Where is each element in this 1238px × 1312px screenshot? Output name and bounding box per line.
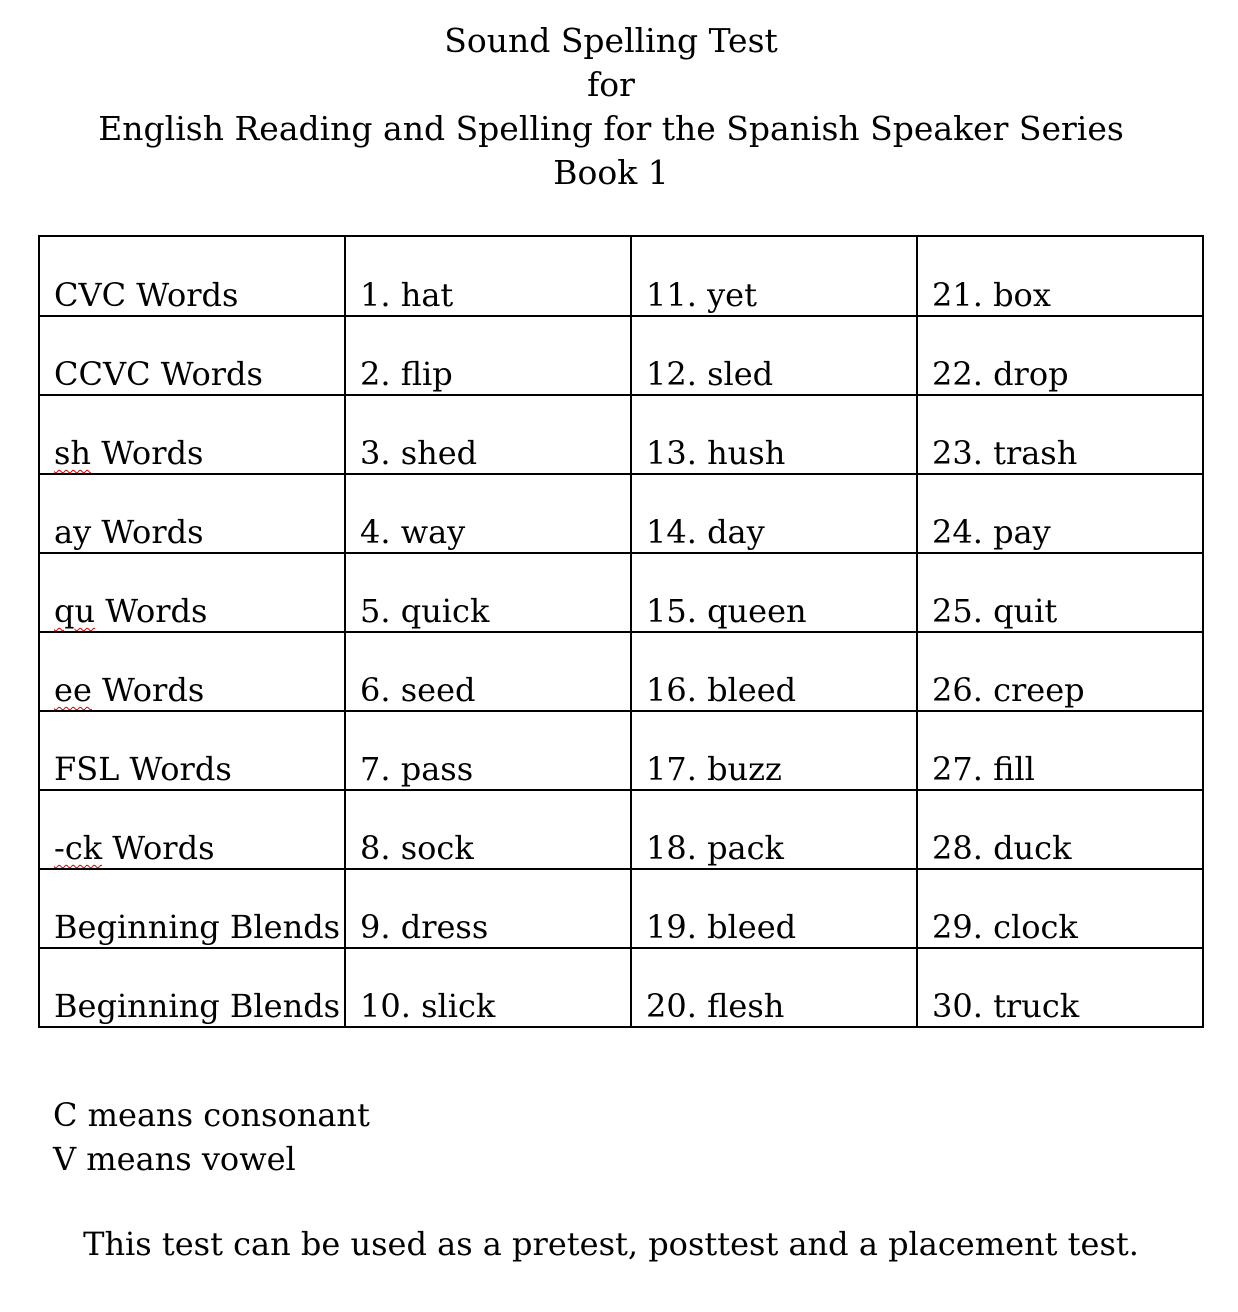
word-entry: 15. queen [646, 592, 807, 630]
category-label: CCVC Words [54, 355, 263, 393]
title-line-4: Book 1 [553, 153, 669, 192]
category-cell [39, 790, 345, 869]
word-entry: 18. pack [646, 829, 784, 867]
category-label: CVC Words [54, 276, 239, 314]
word-entry: 16. bleed [646, 671, 797, 709]
word-cell [917, 869, 1203, 948]
category-label: FSL Words [54, 750, 232, 788]
spellcheck-flagged-text: ee [54, 671, 92, 709]
word-entry: 27. fill [932, 750, 1035, 788]
category-label: Beginning Blends [54, 908, 341, 946]
word-entry: 12. sled [646, 355, 774, 393]
word-cell [345, 948, 631, 1027]
category-cell [39, 316, 345, 395]
table-row [39, 474, 1203, 553]
category-cell [39, 711, 345, 790]
word-cell [917, 632, 1203, 711]
word-cell [345, 711, 631, 790]
word-entry: 3. shed [360, 434, 478, 472]
word-cell [631, 553, 917, 632]
category-cell [39, 869, 345, 948]
word-cell [917, 790, 1203, 869]
word-cell [345, 553, 631, 632]
word-cell [917, 395, 1203, 474]
word-cell [345, 790, 631, 869]
title-line-3: English Reading and Spelling for the Spanish Speaker Series [98, 109, 1124, 148]
category-cell [39, 948, 345, 1027]
word-entry: 9. dress [360, 908, 489, 946]
word-entry: 19. bleed [646, 908, 797, 946]
word-entry: 24. pay [932, 513, 1051, 551]
word-cell [631, 790, 917, 869]
table-row [39, 790, 1203, 869]
word-cell [917, 236, 1203, 316]
word-entry: 29. clock [932, 908, 1078, 946]
word-entry: 17. buzz [646, 750, 782, 788]
word-cell [345, 236, 631, 316]
category-label [54, 672, 204, 710]
legend-consonant: C means consonant [53, 1096, 370, 1134]
word-entry: 25. quit [932, 592, 1058, 630]
word-cell [917, 948, 1203, 1027]
footer-note: This test can be used as a pretest, posttest and a placement test. [83, 1225, 1139, 1263]
word-cell [631, 711, 917, 790]
category-label: Beginning Blends [54, 987, 341, 1025]
word-cell [631, 948, 917, 1027]
word-entry: 13. hush [646, 434, 786, 472]
spellcheck-flagged-text: -ck [54, 829, 103, 867]
table-row [39, 316, 1203, 395]
word-entry: 5. quick [360, 592, 490, 630]
word-entry: 4. way [360, 513, 466, 551]
table-row [39, 869, 1203, 948]
legend-vowel: V means vowel [53, 1140, 296, 1178]
word-cell [917, 553, 1203, 632]
word-entry: 22. drop [932, 355, 1069, 393]
word-entry: 26. creep [932, 671, 1085, 709]
table-row [39, 948, 1203, 1027]
word-entry: 2. flip [360, 355, 453, 393]
spelling-word-table [38, 235, 1204, 1028]
word-entry: 20. flesh [646, 987, 785, 1025]
category-label [54, 830, 214, 868]
spellcheck-flagged-text: sh [54, 434, 92, 472]
word-entry: 28. duck [932, 829, 1072, 867]
category-cell [39, 474, 345, 553]
word-cell [631, 474, 917, 553]
title-line-2: for [587, 65, 635, 104]
word-cell [345, 632, 631, 711]
word-entry: 1. hat [360, 276, 454, 314]
word-cell [345, 316, 631, 395]
word-entry: 11. yet [646, 276, 757, 314]
table-row [39, 632, 1203, 711]
word-cell [917, 711, 1203, 790]
table-row [39, 236, 1203, 316]
title-line-1: Sound Spelling Test [444, 21, 778, 60]
table-row [39, 711, 1203, 790]
word-entry: 7. pass [360, 750, 474, 788]
spellcheck-flagged-text: qu [54, 592, 96, 630]
category-label: ay Words [54, 513, 204, 551]
category-label [54, 435, 203, 473]
category-label-rest: Words [91, 434, 204, 472]
word-entry: 30. truck [932, 987, 1080, 1025]
category-label [54, 593, 207, 631]
category-label-rest: Words [91, 671, 205, 709]
document-title [0, 19, 1222, 195]
word-cell [631, 395, 917, 474]
category-cell [39, 236, 345, 316]
legend [53, 1093, 370, 1181]
word-entry: 6. seed [360, 671, 476, 709]
word-cell [345, 869, 631, 948]
word-cell [345, 395, 631, 474]
category-cell [39, 395, 345, 474]
word-entry: 10. slick [360, 987, 496, 1025]
table-row [39, 395, 1203, 474]
word-entry: 8. sock [360, 829, 474, 867]
word-cell [631, 316, 917, 395]
word-cell [917, 474, 1203, 553]
word-entry: 14. day [646, 513, 765, 551]
word-entry: 21. box [932, 276, 1051, 314]
word-cell [631, 236, 917, 316]
word-cell [631, 632, 917, 711]
category-cell [39, 632, 345, 711]
category-label-rest: Words [102, 829, 215, 867]
word-cell [631, 869, 917, 948]
category-label-rest: Words [95, 592, 208, 630]
word-cell [345, 474, 631, 553]
category-cell [39, 553, 345, 632]
word-entry: 23. trash [932, 434, 1078, 472]
table-row [39, 553, 1203, 632]
word-cell [917, 316, 1203, 395]
